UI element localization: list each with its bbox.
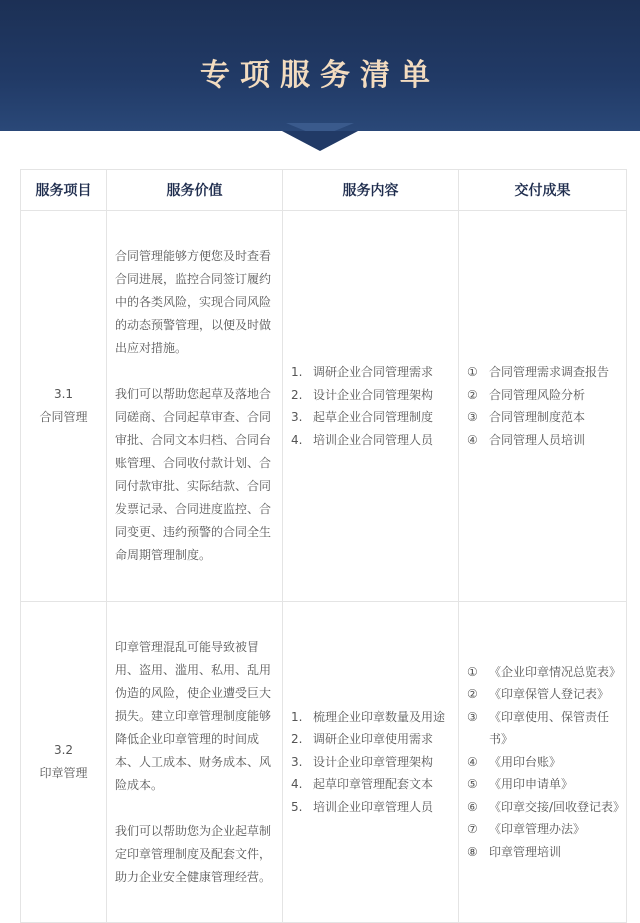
list-marker: ② xyxy=(467,687,478,702)
header-banner xyxy=(0,0,640,131)
list-marker: ② xyxy=(467,387,478,402)
list-text: 合同管理需求调查报告 xyxy=(489,365,610,379)
service-item-number: 3.2 xyxy=(53,743,74,757)
list-item xyxy=(291,384,454,407)
list-marker: 1. xyxy=(291,709,303,724)
list-marker: 2. xyxy=(291,732,303,747)
list-text: 《印章使用、保管责任书》 xyxy=(489,709,610,747)
value-paragraph: 印章管理混乱可能导致被冒用、盗用、滥用、私用、乱用伪造的风险，使企业遭受巨大损失。建立印章管理制度能够降低企业印章管理的时间成本、人工成本、财务成本、风险成本。 xyxy=(115,639,272,792)
service-table xyxy=(20,169,627,923)
list-marker: 3. xyxy=(291,410,303,424)
list-marker: ④ xyxy=(467,432,478,447)
list-text: 起草企业合同管理制度 xyxy=(313,410,434,424)
list-text: 《印章交接/回收登记表》 xyxy=(489,799,626,814)
list-text: 合同管理人员培训 xyxy=(489,432,586,447)
deliverables-cell xyxy=(459,211,627,602)
banner-notch xyxy=(282,131,358,151)
list-marker: 3. xyxy=(291,754,303,769)
list-text: 印章管理培训 xyxy=(489,844,562,859)
list-text: 《用印台账》 xyxy=(489,754,562,769)
value-paragraph: 我们可以帮助您为企业起草制定印章管理制度及配套文件，助力企业安全健康管理经营。 xyxy=(115,823,272,884)
column-header-content: 服务内容 xyxy=(283,170,459,211)
list-marker: ⑤ xyxy=(467,777,478,792)
list-item xyxy=(467,429,622,452)
list-marker: 4. xyxy=(291,777,303,792)
list-item xyxy=(291,728,454,751)
list-text: 合同管理风险分析 xyxy=(489,387,586,402)
list-marker: ⑦ xyxy=(467,822,478,837)
list-text: 培训企业合同管理人员 xyxy=(313,432,434,447)
value-paragraph: 合同管理能够方便您及时查看合同进展，监控合同签订履约中的各类风险，实现合同风险的动态预警管理，以便及时做出应对措施。 xyxy=(115,249,272,355)
deliverables-list xyxy=(467,661,626,864)
list-text: 《印章保管人登记表》 xyxy=(489,687,610,702)
list-text: 调研企业合同管理需求 xyxy=(313,365,434,379)
list-item xyxy=(291,361,454,384)
list-item xyxy=(467,683,622,706)
list-text: 《印章管理办法》 xyxy=(489,822,586,837)
list-item xyxy=(467,841,622,864)
list-item xyxy=(467,796,626,819)
column-header-deliverables: 交付成果 xyxy=(459,170,627,211)
deliverables-list xyxy=(467,361,622,451)
content-list xyxy=(291,706,454,819)
list-item xyxy=(291,406,454,429)
service-value-cell xyxy=(107,211,283,602)
column-header-value: 服务价值 xyxy=(107,170,283,211)
value-paragraph: 我们可以帮助您起草及落地合同磋商、合同起草审查、合同审批、合同文本归档、合同台账管理、合同收付款计划、合同付款审批、实际结款、合同发票记录、合同进度监控、合同变更、违约预警的合同全生命周期管理制度。 xyxy=(115,387,272,562)
list-marker: ③ xyxy=(467,410,478,424)
list-marker: ④ xyxy=(467,754,478,769)
list-marker: ① xyxy=(467,365,478,379)
list-text: 调研企业印章使用需求 xyxy=(313,732,434,747)
service-content-cell xyxy=(283,602,459,923)
table-row xyxy=(21,211,627,602)
list-text: 《企业印章情况总览表》 xyxy=(489,664,622,679)
list-marker: 5. xyxy=(291,799,303,814)
list-text: 合同管理制度范本 xyxy=(489,410,586,424)
list-item xyxy=(291,773,454,796)
service-value-cell xyxy=(107,602,283,923)
list-item xyxy=(467,773,622,796)
list-text: 培训企业印章管理人员 xyxy=(313,799,434,814)
list-marker: 1. xyxy=(291,365,303,379)
list-marker: 2. xyxy=(291,387,303,402)
service-item-cell xyxy=(21,211,107,602)
list-item xyxy=(291,706,454,729)
deliverables-cell xyxy=(459,602,627,923)
list-item xyxy=(291,751,454,774)
list-item xyxy=(467,818,622,841)
list-text: 《用印申请单》 xyxy=(489,777,574,792)
list-item xyxy=(467,406,622,429)
list-item xyxy=(467,361,622,384)
list-marker: ⑧ xyxy=(467,844,478,859)
list-item xyxy=(291,796,454,819)
list-text: 设计企业印章管理架构 xyxy=(313,754,434,769)
page-title: 专项服务清单 xyxy=(200,58,440,93)
service-item-name: 合同管理 xyxy=(39,410,88,424)
table-row xyxy=(21,602,627,923)
service-item-number: 3.1 xyxy=(53,387,74,401)
service-content-cell xyxy=(283,211,459,602)
list-marker: ⑥ xyxy=(467,799,478,814)
list-item xyxy=(467,706,622,751)
service-item-name: 印章管理 xyxy=(39,766,88,780)
list-item xyxy=(291,429,454,452)
list-marker: ① xyxy=(467,664,478,679)
list-marker: ③ xyxy=(467,709,478,724)
list-text: 梳理企业印章数量及用途 xyxy=(313,709,446,724)
list-item xyxy=(467,384,622,407)
list-text: 起草印章管理配套文本 xyxy=(313,777,434,792)
list-item xyxy=(467,751,622,774)
content-list xyxy=(291,361,454,451)
list-text: 设计企业合同管理架构 xyxy=(313,387,434,402)
list-item xyxy=(467,661,622,684)
service-item-cell xyxy=(21,602,107,923)
list-marker: 4. xyxy=(291,432,303,447)
column-header-item: 服务项目 xyxy=(21,170,107,211)
table-header-row xyxy=(21,170,627,211)
